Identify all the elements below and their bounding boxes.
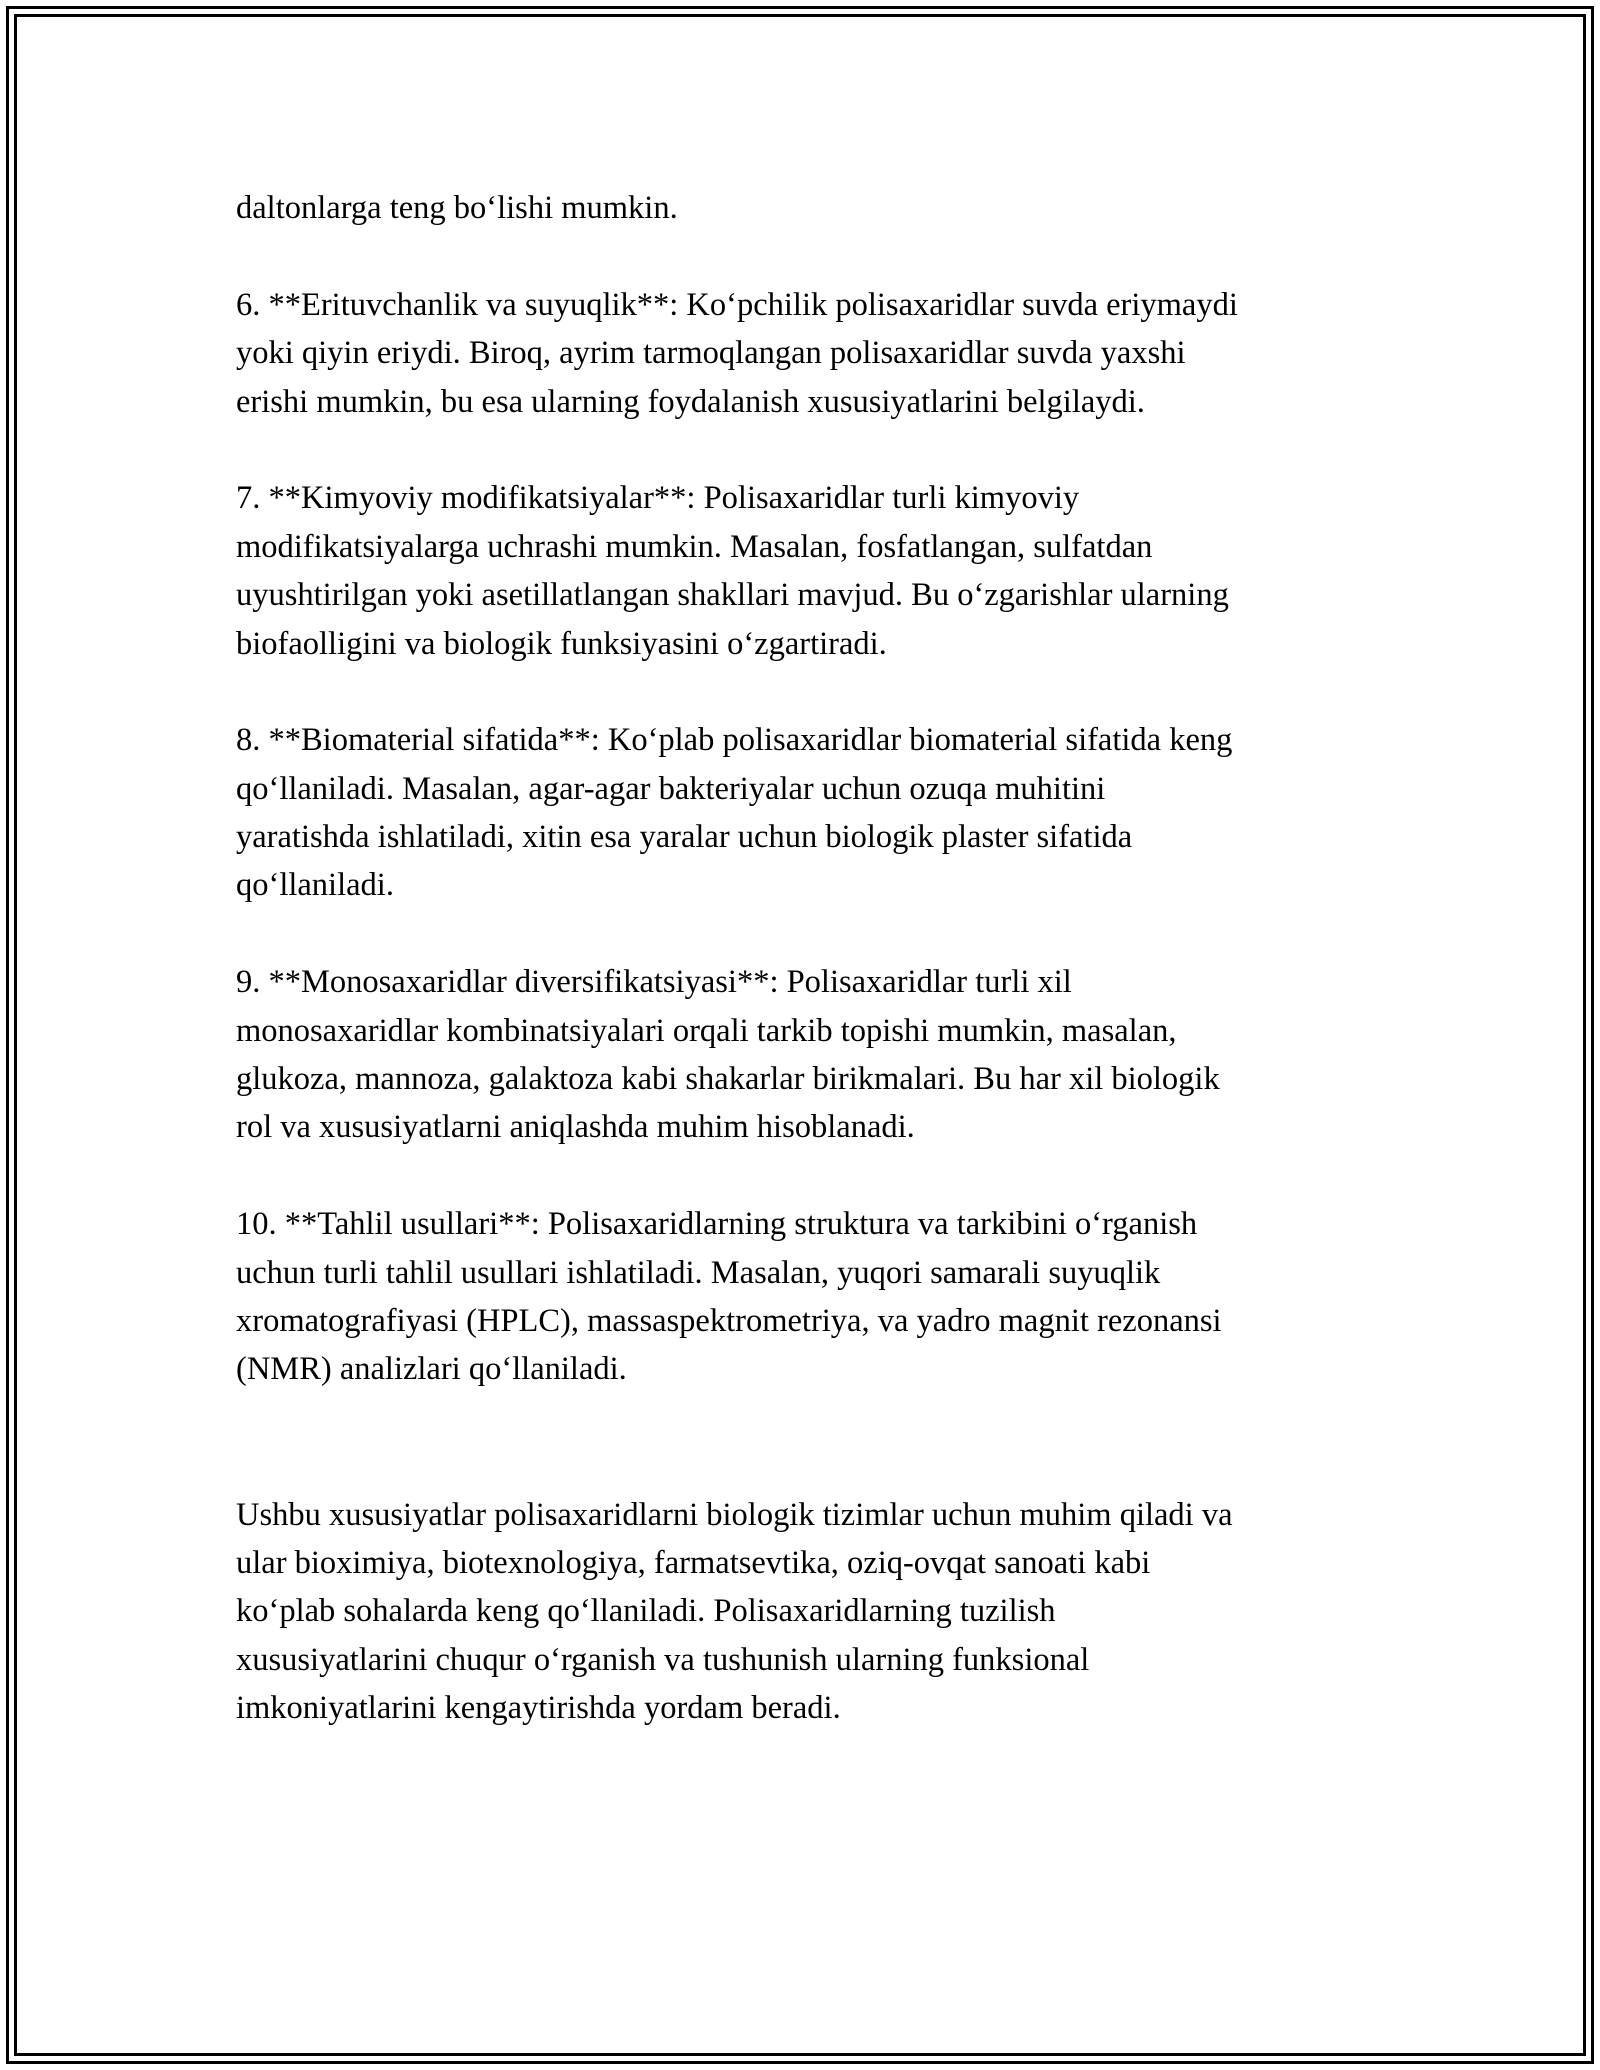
text-line: rol va xususiyatlarni aniqlashda muhim hisoblanadi.	[236, 1109, 915, 1146]
text-line: 10. **Tahlil usullari**: Polisaxaridlarning struktura va tarkibini o‘rganish	[236, 1206, 1198, 1243]
text-line: modifikatsiyalarga uchrashi mumkin. Masalan, fosfatlangan, sulfatdan	[236, 528, 1153, 565]
text-line: 8. **Biomaterial sifatida**: Ko‘plab polisaxaridlar biomaterial sifatida keng	[236, 722, 1233, 759]
text-line: qo‘llaniladi.	[236, 867, 394, 904]
paragraph-item-6	[236, 281, 1396, 426]
paragraph-continuation	[236, 184, 1396, 232]
text-line: (NMR) analizlari qo‘llaniladi.	[236, 1351, 627, 1388]
text-line: ko‘plab sohalarda keng qo‘llaniladi. Polisaxaridlarning tuzilish	[236, 1593, 1056, 1630]
text-line: ular bioximiya, biotexnologiya, farmatsevtika, oziq-ovqat sanoati kabi	[236, 1544, 1151, 1581]
text-line: monosaxaridlar kombinatsiyalari orqali tarkib topishi mumkin, masalan,	[236, 1012, 1177, 1049]
text-line: uyushtirilgan yoki asetillatlangan shakllari mavjud. Bu o‘zgarishlar ularning	[236, 577, 1229, 614]
text-line: xususiyatlarini chuqur o‘rganish va tushunish ularning funksional	[236, 1641, 1090, 1678]
text-line: erishi mumkin, bu esa ularning foydalanish xususiyatlarini belgilaydi.	[236, 383, 1145, 420]
paragraph-item-8	[236, 716, 1396, 910]
text-line: xromatografiyasi (HPLC), massaspektrometriya, va yadro magnit rezonansi	[236, 1302, 1222, 1339]
text-line: daltonlarga teng bo‘lishi mumkin.	[236, 190, 678, 226]
paragraph-conclusion	[236, 1491, 1396, 1733]
text-line: yaratishda ishlatiladi, xitin esa yaralar uchun biologik plaster sifatida	[236, 819, 1133, 856]
text-line: qo‘llaniladi. Masalan, agar-agar bakteriyalar uchun ozuqa muhitini	[236, 770, 1106, 807]
text-line: glukoza, mannoza, galaktoza kabi shakarlar birikmalari. Bu har xil biologik	[236, 1061, 1220, 1098]
text-line: 6. **Erituvchanlik va suyuqlik**: Ko‘pchilik polisaxaridlar suvda eriymaydi	[236, 286, 1238, 323]
text-line: uchun turli tahlil usullari ishlatiladi. Masalan, yuqori samarali suyuqlik	[236, 1254, 1161, 1291]
text-line: 7. **Kimyoviy modifikatsiyalar**: Polisaxaridlar turli kimyoviy	[236, 480, 1080, 517]
paragraph-item-7	[236, 474, 1396, 668]
paragraph-item-9	[236, 958, 1396, 1152]
paragraph-item-10	[236, 1200, 1396, 1394]
text-line: yoki qiyin eriydi. Biroq, ayrim tarmoqlangan polisaxaridlar suvda yaxshi	[236, 335, 1186, 372]
text-line: imkoniyatlarini kengaytirishda yordam beradi.	[236, 1690, 841, 1727]
text-line: biofaolligini va biologik funksiyasini o‘zgartiradi.	[236, 625, 887, 662]
document-body	[236, 184, 1396, 1781]
text-line: Ushbu xususiyatlar polisaxaridlarni biologik tizimlar uchun muhim qiladi va	[236, 1496, 1233, 1533]
text-line: 9. **Monosaxaridlar diversifikatsiyasi**: Polisaxaridlar turli xil	[236, 964, 1072, 1001]
